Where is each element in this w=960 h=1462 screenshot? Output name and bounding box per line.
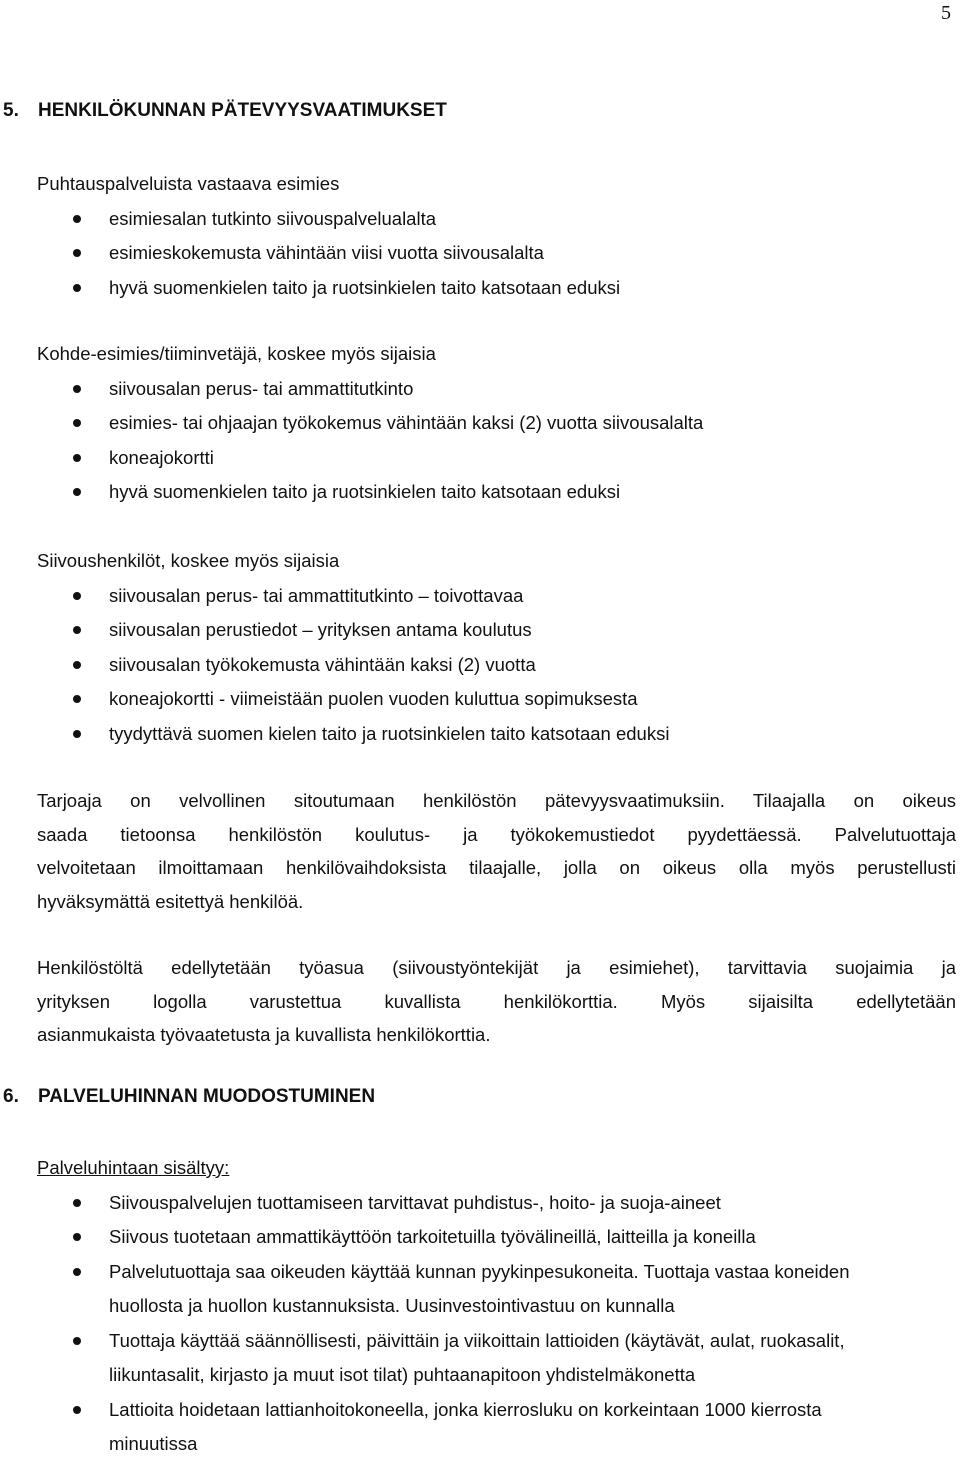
paragraph-workwear (37, 951, 956, 1052)
paragraph-commitment (37, 784, 956, 918)
list-item: tyydyttävä suomen kielen taito ja ruotsinkielen taito katsotaan eduksi (37, 717, 956, 752)
group-lead: Palveluhintaan sisältyy: (37, 1157, 230, 1178)
paragraph-line: hyväksymättä esitettyä henkilöä. (37, 890, 304, 912)
bullet-icon (73, 730, 81, 738)
paragraph-line: asianmukaista työvaatetusta ja kuvallista henkilökorttia. (37, 1024, 491, 1045)
requirements-group-site-supervisor (37, 337, 956, 510)
paragraph-line: Henkilöstöltä edellytetään työasua (siivoustyöntekijät ja esimiehet), tarvittavia suojaimia ja (37, 957, 956, 978)
list-item: siivousalan perus- tai ammattitutkinto (37, 372, 956, 407)
list-item: hyvä suomenkielen taito ja ruotsinkielen taito katsotaan eduksi (37, 271, 956, 306)
bullet-icon (73, 284, 81, 292)
section-6-heading (0, 1086, 375, 1108)
bullet-list (37, 579, 956, 752)
bullet-icon (73, 1268, 81, 1276)
list-item: Palvelutuottaja saa oikeuden käyttää kunnan pyykinpesukoneita. Tuottaja vastaa koneiden huollosta ja huollon kustannuksista. Uusinvestointivastuu on kunnalla (37, 1255, 956, 1324)
list-item: esimies- tai ohjaajan työkokemus vähintään kaksi (2) vuotta siivousalalta (37, 406, 956, 441)
paragraph-line: saada tietoonsa henkilöstön koulutus- ja työkokemustiedot pyydettäessä. Palvelutuottaja (37, 823, 956, 845)
bullet-icon (73, 249, 81, 257)
group-lead: Puhtauspalveluista vastaava esimies (37, 173, 340, 194)
list-item: koneajokortti - viimeistään puolen vuoden kuluttua sopimuksesta (37, 682, 956, 717)
bullet-icon (73, 488, 81, 496)
paragraph-line: Tarjoaja on velvollinen sitoutumaan henkilöstön pätevyysvaatimuksiin. Tilaajalla on oikeus (37, 790, 956, 811)
bullet-icon (73, 661, 81, 669)
section-6-title: PALVELUHINNAN MUODOSTUMINEN (38, 1086, 376, 1107)
paragraph-line: yrityksen logolla varustettua kuvallista henkilökorttia. Myös sijaisilta edellytetään (37, 990, 956, 1012)
list-item: Tuottaja käyttää säännöllisesti, päivittäin ja viikoittain lattioiden (käytävät, aulat, ruokasalit, liikuntasalit, kirjasto ja muut isot tilat) puhtaanapitoon yhdistelmäkonetta (37, 1324, 956, 1393)
bullet-icon (73, 454, 81, 462)
group-lead: Siivoushenkilöt, koskee myös sijaisia (37, 550, 340, 571)
paragraph-line: velvoitetaan ilmoittamaan henkilövaihdoksista tilaajalle, jolla on oikeus olla myös perustellusti (37, 857, 956, 878)
bullet-icon (73, 592, 81, 600)
list-item: esimiesalan tutkinto siivouspalvelualalta (37, 202, 956, 237)
list-item: Lattioita hoidetaan lattianhoitokoneella, jonka kierrosluku on korkeintaan 1000 kierrosta minuutissa (37, 1393, 956, 1462)
bullet-icon (73, 695, 81, 703)
bullet-icon (73, 626, 81, 634)
bullet-icon (73, 1406, 81, 1414)
bullet-icon (73, 1233, 81, 1241)
page-number: 5 (941, 2, 951, 24)
bullet-icon (73, 419, 81, 427)
section-5-number: 5. (3, 100, 19, 121)
list-item: Siivous tuotetaan ammattikäyttöön tarkoitetuilla työvälineillä, laitteilla ja koneilla (37, 1220, 956, 1255)
price-includes-group (37, 1151, 956, 1462)
bullet-icon (73, 1337, 81, 1345)
requirements-group-supervisor (37, 167, 956, 305)
list-item: siivousalan työkokemusta vähintään kaksi (2) vuotta (37, 648, 956, 683)
section-5-title: HENKILÖKUNNAN PÄTEVYYSVAATIMUKSET (38, 100, 447, 121)
section-5-heading (0, 100, 447, 122)
list-item: Siivouspalvelujen tuottamiseen tarvittavat puhdistus-, hoito- ja suoja-aineet (37, 1186, 956, 1221)
bullet-icon (73, 1199, 81, 1207)
bullet-list (37, 1186, 956, 1462)
bullet-icon (73, 215, 81, 223)
bullet-list (37, 202, 956, 306)
requirements-group-cleaning-staff (37, 544, 956, 751)
list-item: siivousalan perus- tai ammattitutkinto – toivottavaa (37, 579, 956, 614)
bullet-list (37, 372, 956, 510)
list-item: siivousalan perustiedot – yrityksen antama koulutus (37, 613, 956, 648)
list-item: esimieskokemusta vähintään viisi vuotta siivousalalta (37, 236, 956, 271)
group-lead: Kohde-esimies/tiiminvetäjä, koskee myös sijaisia (37, 343, 436, 364)
section-6-number: 6. (3, 1086, 19, 1107)
list-item: koneajokortti (37, 441, 956, 476)
list-item: hyvä suomenkielen taito ja ruotsinkielen taito katsotaan eduksi (37, 475, 956, 510)
bullet-icon (73, 385, 81, 393)
